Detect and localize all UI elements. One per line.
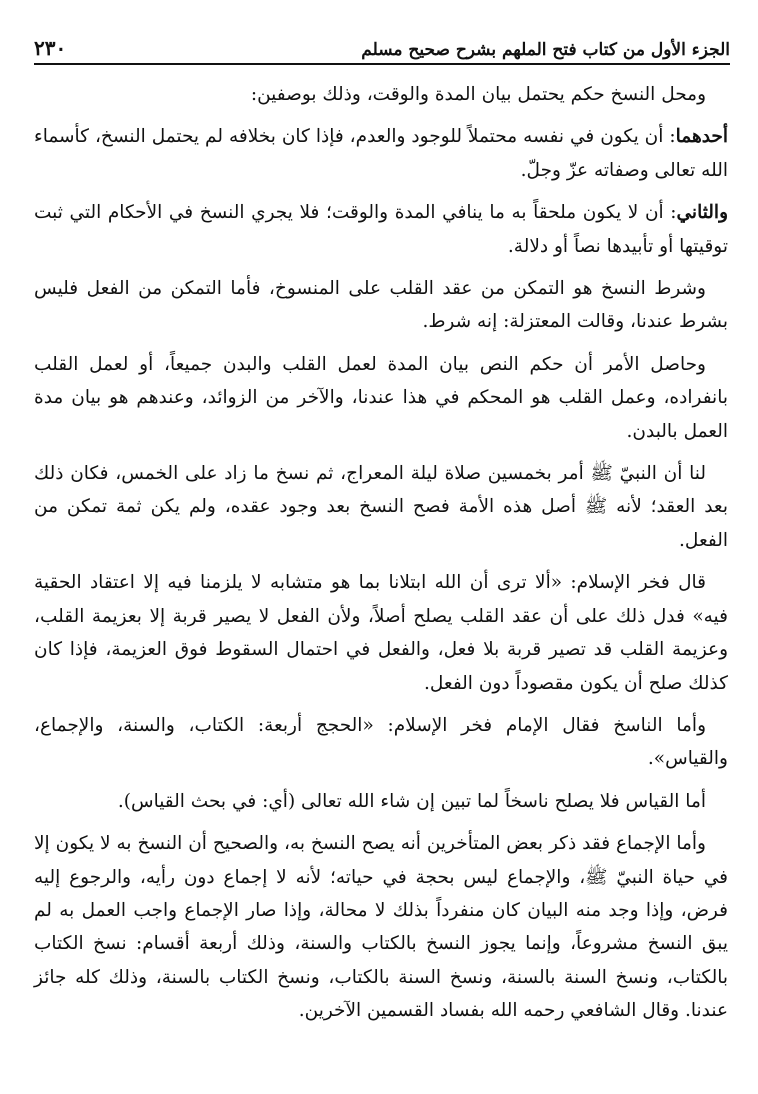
- running-title: الجزء الأول من كتاب فتح الملهم بشرح صحيح مسلم: [361, 40, 730, 60]
- paragraph-text: : أن يكون في نفسه محتملاً للوجود والعدم، فإذا كان بخلافه لم يحتمل النسخ، كأسماء الله تعالى وصفاته عزّ وجلّ.: [34, 126, 728, 181]
- paragraph-second-condition: [34, 196, 728, 263]
- paragraph-fakhr-al-islam: [34, 566, 728, 700]
- paragraph-text: : أن لا يكون ملحقاً به ما ينافي المدة والوقت؛ فلا يجري النسخ في الأحكام التي ثبت توقيتها أو تأبيدها نصاً أو دلالة.: [34, 202, 728, 257]
- paragraph-consensus: [34, 827, 728, 1027]
- paragraph-evidence: [34, 457, 728, 557]
- paragraph-abrogator: [34, 709, 728, 776]
- paragraph-subject-of-abrogation: [34, 78, 728, 111]
- body-text: [34, 78, 728, 1037]
- paragraph-summary: [34, 348, 728, 448]
- page-header: [34, 24, 730, 65]
- paragraph-text: وأما الإجماع فقد ذكر بعض المتأخرين أنه يصح النسخ به، والصحيح أن النسخ به لا يكون إلا في حياة النبيّ ﷺ، والإجماع ليس بحجة في حياته؛ لأنه لا إجماع دون رأيه، والرجوع إليه فرض، وإذا وجد منه البيان كان منفرداً بذلك لا محالة، وإذا صار الإجماع واجب العمل به لم يبق النسخ مشروعاً، وإنما يجوز النسخ بالكتاب والسنة، وذلك أربعة أقسام: نسخ الكتاب بالكتاب، ونسخ السنة بالسنة، ونسخ السنة بالكتاب، ونسخ الكتاب بالسنة، وذلك كله جائز عندنا. وقال الشافعي رحمه الله بفساد القسمين الآخرين.: [34, 833, 728, 1022]
- paragraph-text: وشرط النسخ هو التمكن من عقد القلب على المنسوخ، فأما التمكن من الفعل فليس بشرط عندنا، وقالت المعتزلة: إنه شرط.: [34, 278, 728, 333]
- paragraph-first-condition: [34, 120, 728, 187]
- paragraph-text: أما القياس فلا يصلح ناسخاً لما تبين إن شاء الله تعالى (أي: في بحث القياس).: [117, 790, 706, 812]
- page-number: ٢٣٠: [34, 36, 67, 60]
- paragraph-analogy: [34, 785, 728, 818]
- paragraph-text: ومحل النسخ حكم يحتمل بيان المدة والوقت، وذلك بوصفين:: [250, 84, 706, 105]
- paragraph-condition-of-abrogation: [34, 272, 728, 339]
- paragraph-term: أحدهما: [675, 126, 728, 148]
- paragraph-text: لنا أن النبيّ ﷺ أمر بخمسين صلاة ليلة المعراج، ثم نسخ ما زاد على الخمس، فكان ذلك بعد العقد؛ لأنه ﷺ أصل هذه الأمة فصح النسخ بعد وجود عقده، ولم يكن ثمة تمكن من الفعل.: [34, 463, 728, 551]
- paragraph-text: وأما الناسخ فقال الإمام فخر الإسلام: «الحجج أربعة: الكتاب، والسنة، والإجماع، والقياس».: [34, 714, 728, 770]
- paragraph-term: والثاني: [676, 202, 728, 224]
- paragraph-text: قال فخر الإسلام: «ألا ترى أن الله ابتلانا بما هو متشابه لا يلزمنا فيه إلا اعتقاد الحقية فيه» فدل ذلك على أن عقد القلب يصلح أصلاً، ولأن الفعل لا يصير قربة إلا بعزيمة القلب، وعزيمة القلب قد تصير قربة بلا فعل، والفعل في احتمال السقوط فوق العزيمة، فإذا كان كذلك صلح أن يكون مقصوداً دون الفعل.: [34, 572, 728, 694]
- paragraph-text: وحاصل الأمر أن حكم النص بيان المدة لعمل القلب والبدن جميعاً، أو لعمل القلب بانفراده، وعمل القلب هو المحكم في هذا عندنا، والآخر من الزوائد، وعندهم هو بيان مدة العمل بالبدن.: [34, 353, 728, 442]
